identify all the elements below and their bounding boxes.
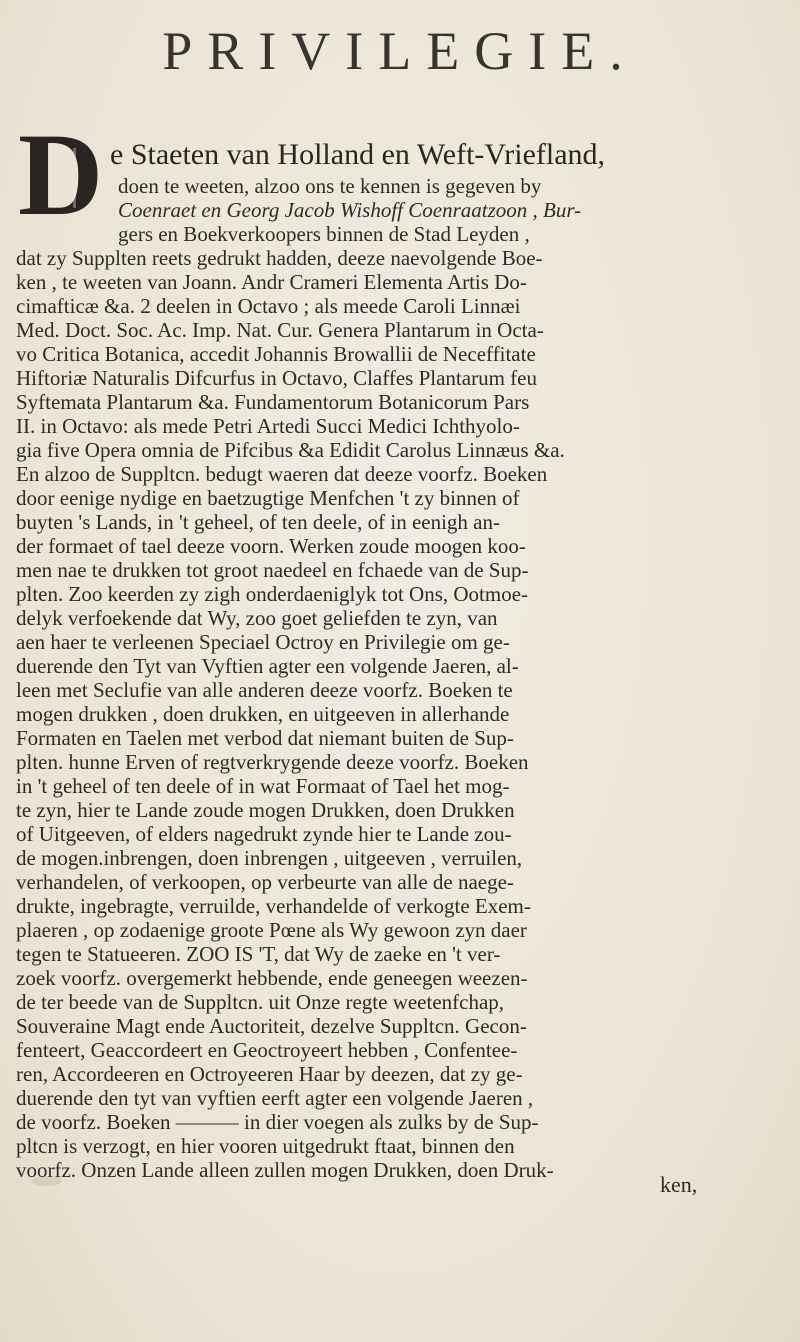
text-line: de mogen.inbrengen, doen inbrengen , uitgeeven , verruilen, [16, 846, 523, 870]
text-line: fenteert, Geaccordeert en Geoctroyeert hebben , Confentee- [16, 1038, 518, 1062]
text-line: II. in Octavo: als mede Petri Artedi Succi Medici Ichthyolo- [16, 414, 520, 438]
drop-cap-initial: D [18, 109, 104, 240]
text-line: ren, Accordeeren en Octroyeeren Haar by deezen, dat zy ge- [16, 1062, 523, 1086]
catchword: ken, [660, 1172, 698, 1197]
text-line: der formaet of tael deeze voorn. Werken zoude moogen koo- [16, 534, 526, 558]
text-line: vo Critica Botanica, accedit Johannis Browallii de Neceffitate [16, 342, 536, 366]
text-line: Souveraine Magt ende Auctoriteit, dezelve Suppltcn. Gecon- [16, 1014, 527, 1038]
text-line: de ter beede van de Suppltcn. uit Onze regte weetenfchap, [16, 990, 505, 1014]
opening-line: e Staeten van Holland en Weft-Vriefland, [110, 138, 606, 171]
text-line: drukte, ingebragte, verruilde, verhandelde of verkogte Exem- [16, 894, 531, 918]
text-line: duerende den tyt van vyftien eerft agter een volgende Jaeren , [16, 1086, 534, 1110]
text-line: in 't geheel of ten deele of in wat Formaat of Tael het mog- [16, 774, 510, 798]
text-line: Formaten en Taelen met verbod dat niemant buiten de Sup- [16, 726, 514, 750]
text-line: Coenraet en Georg Jacob Wishoff Coenraatzoon , Bur- [118, 198, 582, 222]
text-line: zoek voorfz. overgemerkt hebbende, ende geneegen weezen- [16, 966, 528, 990]
text-line: Hiftoriæ Naturalis Difcurfus in Octavo, Claffes Plantarum feu [16, 366, 537, 390]
text-line: leen met Seclufie van alle anderen deeze voorfz. Boeken te [16, 678, 513, 702]
text-line: of Uitgeeven, of elders nagedrukt zynde hier te Lande zou- [16, 822, 512, 846]
text-line: men nae te drukken tot groot naedeel en fchaede van de Sup- [16, 558, 529, 582]
text-line: plten. hunne Erven of regtverkrygende deeze voorfz. Boeken [16, 750, 529, 774]
text-line: cimafticæ &a. 2 deelen in Octavo ; als meede Caroli Linnæi [16, 294, 521, 318]
text-line: dat zy Supplten reets gedrukt hadden, deeze naevolgende Boe- [16, 246, 543, 270]
text-line: gia five Opera omnia de Pifcibus &a Edidit Carolus Linnæus &a. [16, 438, 565, 462]
text-line: pltcn is verzogt, en hier vooren uitgedrukt ftaat, binnen den [16, 1134, 515, 1158]
drop-cap-ornament [48, 148, 76, 208]
text-line: mogen drukken , doen drukken, en uitgeeven in allerhande [16, 702, 510, 726]
text-line: delyk verfoekende dat Wy, zoo goet geliefden te zyn, van [16, 606, 498, 630]
text-line: doen te weeten, alzoo ons te kennen is gegeven by [118, 174, 542, 198]
ink-smudge [32, 1176, 62, 1186]
text-line: plten. Zoo keerden zy zigh onderdaeniglyk tot Ons, Ootmoe- [16, 582, 529, 606]
text-line: tegen te Statueeren. ZOO IS 'T, dat Wy de zaeke en 't ver- [16, 942, 501, 966]
text-line: ken , te weeten van Joann. Andr Crameri Elementa Artis Do- [16, 270, 527, 294]
text-line: Med. Doct. Soc. Ac. Imp. Nat. Cur. Genera Plantarum in Octa- [16, 318, 544, 342]
text-line: gers en Boekverkoopers binnen de Stad Leyden , [118, 222, 530, 246]
text-line: door eenige nydige en baetzugtige Menfchen 't zy binnen of [16, 486, 520, 510]
text-line: voorfz. Onzen Lande alleen zullen mogen Drukken, doen Druk- [16, 1158, 554, 1182]
text-line: de voorfz. Boeken ——— in dier voegen als zulks by de Sup- [16, 1110, 539, 1134]
text-line: Syftemata Plantarum &a. Fundamentorum Botanicorum Pars [16, 390, 530, 414]
text-line: verhandelen, of verkoopen, op verbeurte van alle de naege- [16, 870, 514, 894]
text-line: te zyn, hier te Lande zoude mogen Drukken, doen Drukken [16, 798, 515, 822]
text-line: plaeren , op zodaenige groote Pœne als Wy gewoon zyn daer [16, 918, 527, 942]
text-line: buyten 's Lands, in 't geheel, of ten deele, of in eenigh an- [16, 510, 500, 534]
text-line: aen haer te verleenen Speciael Octroy en Privilegie om ge- [16, 630, 510, 654]
page-title: PRIVILEGIE. [162, 21, 638, 81]
text-line: En alzoo de Suppltcn. bedugt waeren dat deeze voorfz. Boeken [16, 462, 548, 486]
text-line: duerende den Tyt van Vyftien agter een volgende Jaeren, al- [16, 654, 519, 678]
